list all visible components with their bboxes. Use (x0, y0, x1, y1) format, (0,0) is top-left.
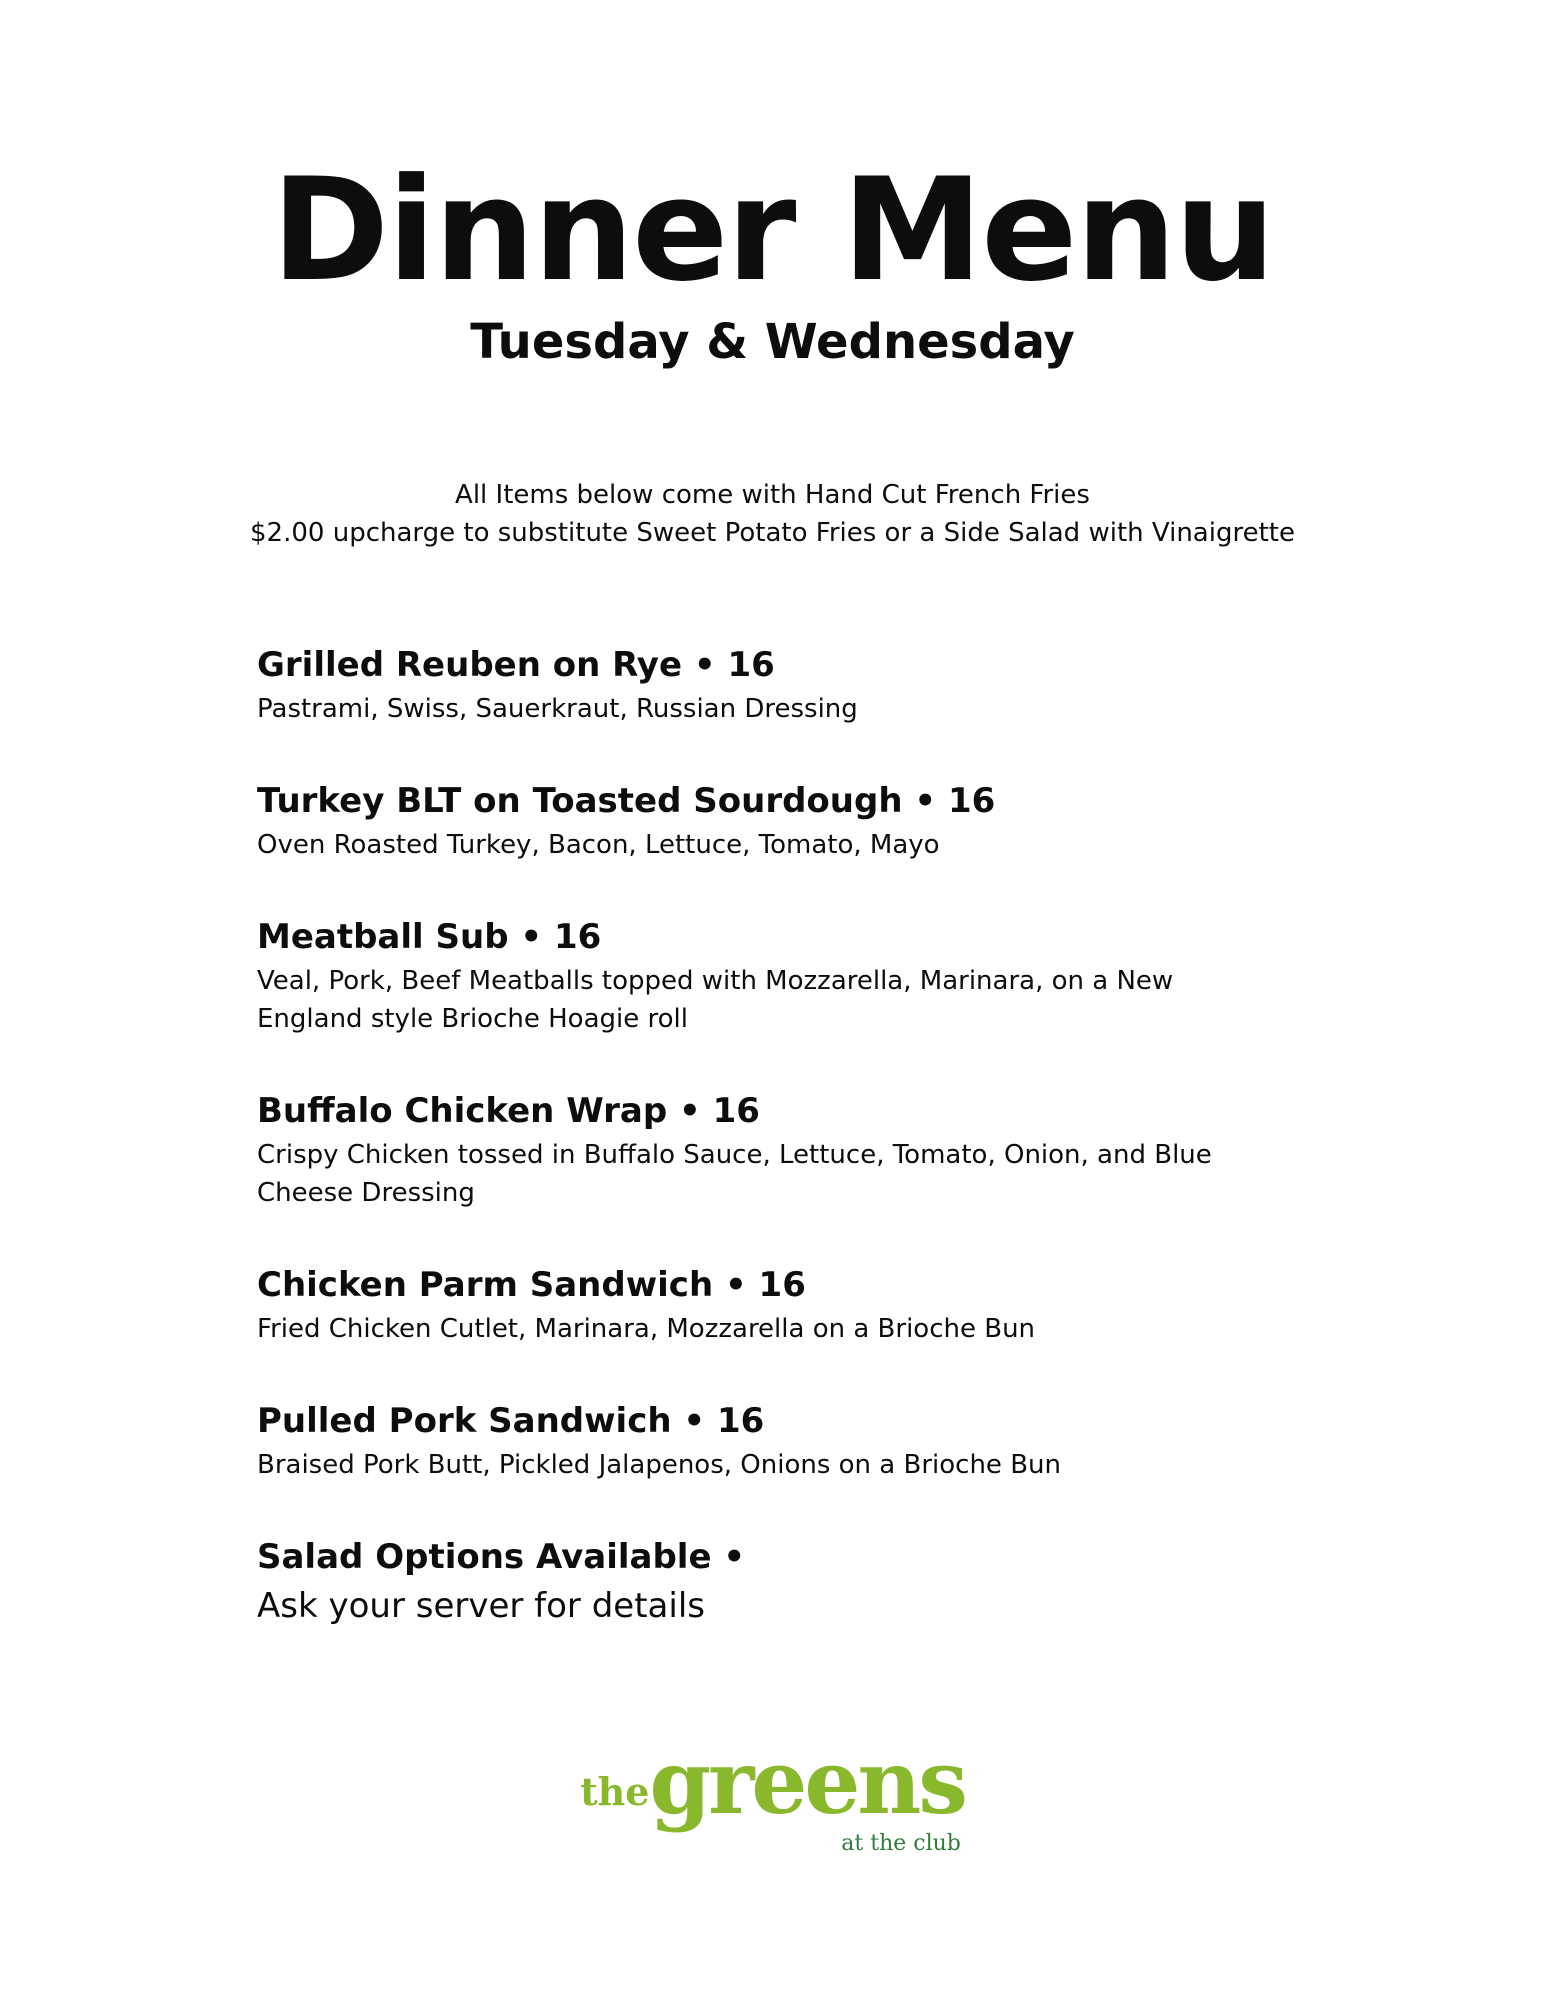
page-subtitle: Tuesday & Wednesday (470, 314, 1075, 370)
intro-note (0, 476, 1545, 552)
menu-item-turkey-blt (257, 776, 1337, 912)
menu-item-reuben (257, 640, 1337, 776)
menu-item-description: Ask your server for details (257, 1586, 705, 1626)
menu-item-description-cont: Cheese Dressing (257, 1178, 475, 1208)
menu-item-title: Grilled Reuben on Rye • 16 (257, 645, 775, 685)
intro-line-fries: All Items below come with Hand Cut French Fries (455, 480, 1090, 510)
menu-item-title: Salad Options Available • (257, 1537, 746, 1577)
menu-item-title: Chicken Parm Sandwich • 16 (257, 1265, 806, 1305)
menu-item-description-cont: England style Brioche Hoagie roll (257, 1004, 688, 1034)
logo-greens-text: greens (649, 1730, 965, 1834)
logo-tagline: at the club (841, 1831, 961, 1856)
logo-the-text: the (580, 1769, 650, 1814)
menu-item-buffalo-wrap (257, 1086, 1337, 1260)
menu-item-description: Pastrami, Swiss, Sauerkraut, Russian Dressing (257, 694, 858, 724)
brand-logo-wordmark (580, 1730, 965, 1856)
menu-item-title: Pulled Pork Sandwich • 16 (257, 1401, 765, 1441)
menu-item-salad-options (257, 1532, 1337, 1668)
menu-item-meatball-sub (257, 912, 1337, 1086)
menu-items-list (257, 640, 1337, 1668)
menu-item-pulled-pork (257, 1396, 1337, 1532)
menu-item-description: Braised Pork Butt, Pickled Jalapenos, Onions on a Brioche Bun (257, 1450, 1061, 1480)
menu-item-description: Veal, Pork, Beef Meatballs topped with Mozzarella, Marinara, on a New (257, 966, 1174, 996)
menu-item-description: Oven Roasted Turkey, Bacon, Lettuce, Tomato, Mayo (257, 830, 940, 860)
menu-item-title: Meatball Sub • 16 (257, 917, 602, 957)
menu-item-title: Turkey BLT on Toasted Sourdough • 16 (257, 781, 996, 821)
brand-logo (0, 1730, 1545, 1856)
menu-item-description: Crispy Chicken tossed in Buffalo Sauce, Lettuce, Tomato, Onion, and Blue (257, 1140, 1212, 1170)
menu-item-description: Fried Chicken Cutlet, Marinara, Mozzarella on a Brioche Bun (257, 1314, 1036, 1344)
intro-line-upcharge: $2.00 upcharge to substitute Sweet Potato Fries or a Side Salad with Vinaigrette (250, 518, 1295, 548)
menu-item-title: Buffalo Chicken Wrap • 16 (257, 1091, 760, 1131)
page-title: Dinner Menu (271, 148, 1274, 313)
menu-item-chicken-parm (257, 1260, 1337, 1396)
